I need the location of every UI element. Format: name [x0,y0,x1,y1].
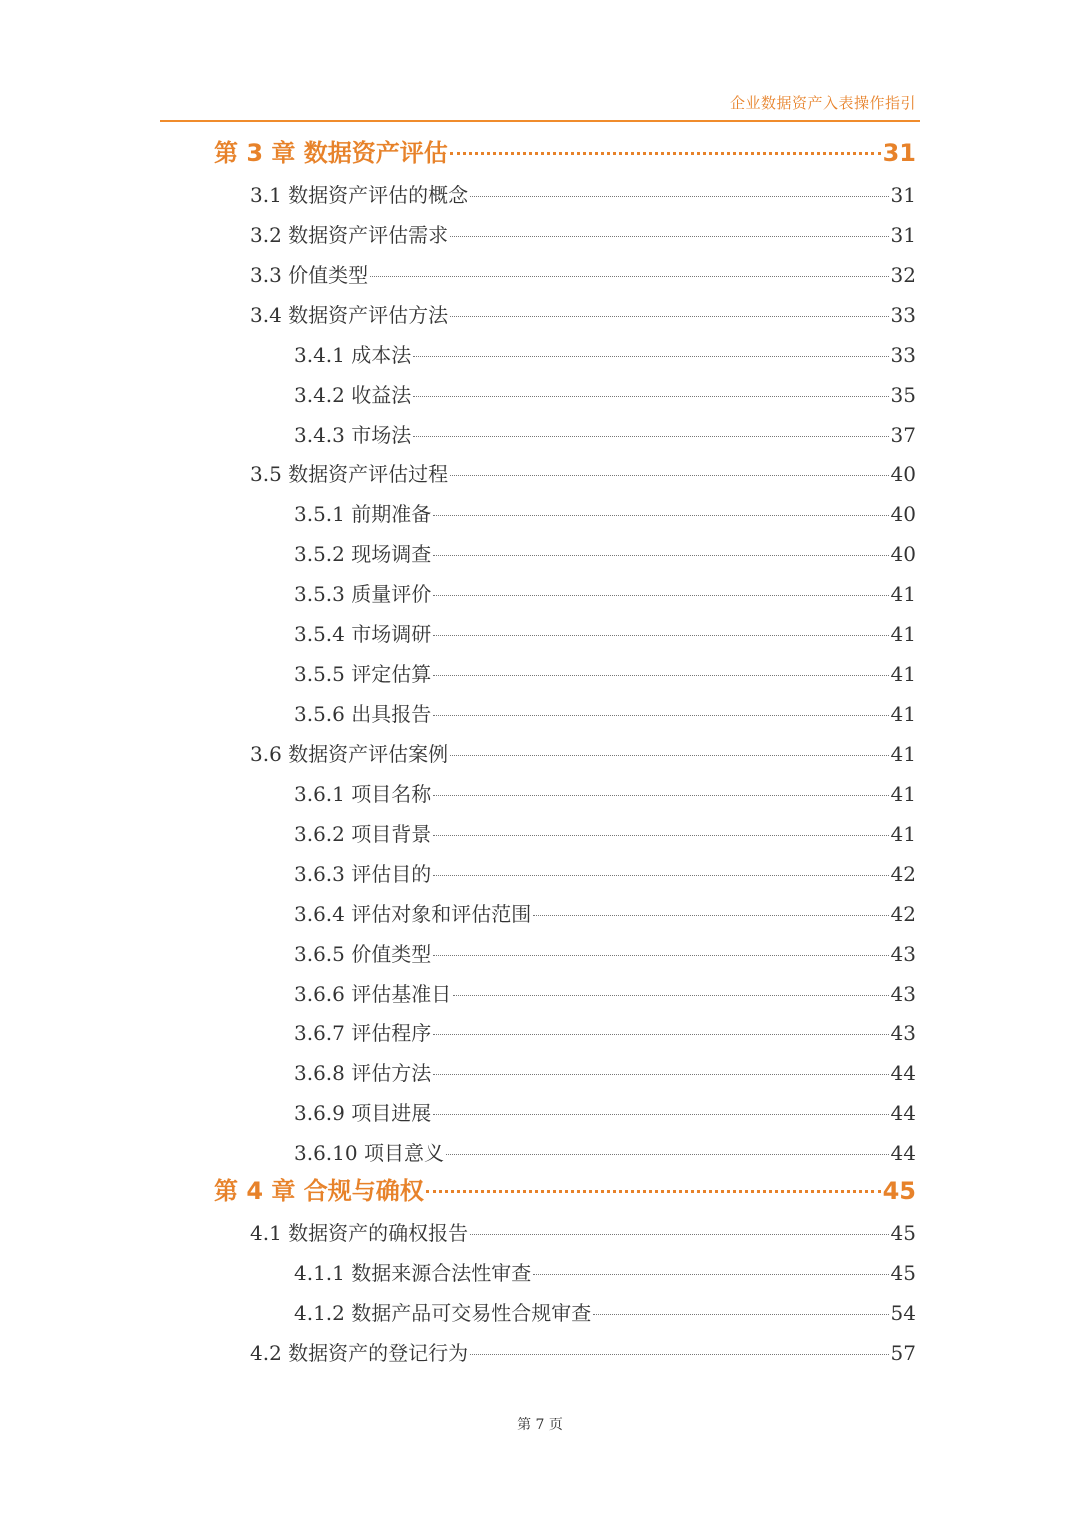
dot-leader [533,915,888,916]
dot-leader [370,276,888,277]
toc-entry-label: 3.6.10 项目意义 [294,1141,444,1165]
toc-entry-page: 41 [890,662,916,686]
toc-entry[interactable] [250,741,916,767]
toc-entry-label: 3.5.3 质量评价 [294,582,432,606]
dot-leader [433,1114,888,1115]
toc-entry-label: 3.6.6 评估基准日 [294,982,452,1006]
dot-leader [433,555,888,556]
dot-leader [533,1274,888,1275]
toc-entry-page: 35 [890,383,916,407]
toc-entry-page: 32 [890,263,916,287]
dot-leader [450,755,888,756]
toc-entry[interactable] [250,461,916,487]
toc-entry-page: 57 [890,1341,916,1365]
toc-entry-page: 43 [890,1021,916,1045]
toc-entry[interactable] [294,1060,916,1086]
toc-entry-page: 43 [890,982,916,1006]
toc-entry-page: 44 [890,1061,916,1085]
toc-entry[interactable] [294,581,916,607]
dot-leader [450,236,888,237]
toc-entry[interactable] [250,1220,916,1246]
dot-leader [453,995,888,996]
dot-leader [446,1154,889,1155]
toc-entry-page: 44 [890,1141,916,1165]
toc-entry[interactable] [294,981,916,1007]
toc-entry[interactable] [250,182,916,208]
toc-entry-page: 41 [890,822,916,846]
toc-entry-label: 3.5.1 前期准备 [294,502,432,526]
toc-entry[interactable] [294,382,916,408]
toc-entry[interactable] [294,1260,916,1286]
toc-entry-page: 40 [890,502,916,526]
toc-entry-page: 43 [890,942,916,966]
toc-entry-page: 41 [890,782,916,806]
toc-entry[interactable] [294,781,916,807]
toc-entry[interactable] [250,302,916,328]
dot-leader [433,835,888,836]
dot-leader [433,715,888,716]
toc-entry-page: 40 [890,542,916,566]
toc-entry[interactable] [294,541,916,567]
toc-entry-page: 31 [882,139,916,167]
toc-entry-label: 3.5.4 市场调研 [294,622,432,646]
dot-leader [413,396,888,397]
dot-leader [470,1234,888,1235]
toc-entry[interactable] [294,621,916,647]
toc-entry[interactable] [294,342,916,368]
toc-entry-page: 42 [890,862,916,886]
toc-entry-label: 3.4 数据资产评估方法 [250,303,449,327]
dot-leader [426,1190,881,1193]
toc-entry[interactable] [294,1140,916,1166]
dot-leader [470,1354,888,1355]
toc-entry-label: 第 4 章 合规与确权 [214,1177,424,1205]
toc-entry-label: 3.5.5 评定估算 [294,662,432,686]
toc-entry-label: 3.6.9 项目进展 [294,1101,432,1125]
toc-entry[interactable] [294,901,916,927]
toc-entry-page: 31 [890,223,916,247]
toc-entry-page: 54 [890,1301,916,1325]
toc-entry-page: 31 [890,183,916,207]
toc-entry[interactable] [294,422,916,448]
dot-leader [433,875,888,876]
toc-entry-page: 42 [890,902,916,926]
toc-entry[interactable] [294,1020,916,1046]
toc-entry-label: 3.1 数据资产评估的概念 [250,183,469,207]
dot-leader [433,955,888,956]
toc-entry-label: 3.2 数据资产评估需求 [250,223,449,247]
dot-leader [433,675,888,676]
toc-entry-label: 3.6.1 项目名称 [294,782,432,806]
dot-leader [413,356,888,357]
toc-entry-page: 44 [890,1101,916,1125]
toc-entry-page: 37 [890,423,916,447]
toc-entry[interactable] [250,262,916,288]
toc-entry[interactable] [250,1340,916,1366]
dot-leader [433,595,888,596]
toc-entry[interactable] [294,1100,916,1126]
toc-entry-label: 3.5.2 现场调查 [294,542,432,566]
toc-chapter-entry[interactable] [214,1176,916,1206]
toc-entry-label: 3.4.1 成本法 [294,343,412,367]
toc-entry-page: 41 [890,742,916,766]
page-number: 第 7 页 [517,1417,563,1433]
dot-leader [433,1074,888,1075]
toc-entry-page: 41 [890,702,916,726]
toc-entry[interactable] [294,701,916,727]
toc-entry-page: 40 [890,462,916,486]
toc-entry-page: 33 [890,303,916,327]
toc-entry[interactable] [294,501,916,527]
toc-chapter-entry[interactable] [214,138,916,168]
dot-leader [433,795,888,796]
toc-entry-label: 3.6.3 评估目的 [294,862,432,886]
toc-entry-label: 3.4.3 市场法 [294,423,412,447]
toc-entry-page: 45 [890,1261,916,1285]
toc-entry-label: 3.4.2 收益法 [294,383,412,407]
toc-entry-label: 3.6 数据资产评估案例 [250,742,449,766]
toc-entry-label: 3.6.4 评估对象和评估范围 [294,902,532,926]
toc-entry-label: 4.1 数据资产的确权报告 [250,1221,469,1245]
toc-entry-page: 45 [882,1177,916,1205]
dot-leader [450,316,888,317]
dot-leader [593,1314,888,1315]
toc-entry-label: 3.6.7 评估程序 [294,1021,432,1045]
toc-entry[interactable] [250,222,916,248]
toc-entry-label: 3.6.5 价值类型 [294,942,432,966]
toc-entry[interactable] [294,821,916,847]
dot-leader [433,1034,888,1035]
dot-leader [450,475,888,476]
dot-leader [470,196,888,197]
toc-entry[interactable] [294,1300,916,1326]
dot-leader [433,515,888,516]
toc-entry-label: 3.5 数据资产评估过程 [250,462,449,486]
toc-entry[interactable] [294,941,916,967]
toc-entry-label: 3.6.2 项目背景 [294,822,432,846]
document-title: 企业数据资产入表操作指引 [729,94,916,112]
toc-entry[interactable] [294,661,916,687]
toc-entry-label: 4.2 数据资产的登记行为 [250,1341,469,1365]
dot-leader [433,635,888,636]
toc-entry-label: 3.5.6 出具报告 [294,702,432,726]
toc-entry[interactable] [294,861,916,887]
toc-entry-label: 第 3 章 数据资产评估 [214,139,448,167]
dot-leader [413,436,888,437]
toc-entry-label: 4.1.1 数据来源合法性审查 [294,1261,532,1285]
toc-entry-label: 3.6.8 评估方法 [294,1061,432,1085]
toc-entry-page: 45 [890,1221,916,1245]
toc-entry-page: 41 [890,622,916,646]
toc-entry-label: 3.3 价值类型 [250,263,369,287]
toc-entry-page: 41 [890,582,916,606]
dot-leader [450,152,881,155]
toc-entry-label: 4.1.2 数据产品可交易性合规审查 [294,1301,592,1325]
toc-entry-page: 33 [890,343,916,367]
